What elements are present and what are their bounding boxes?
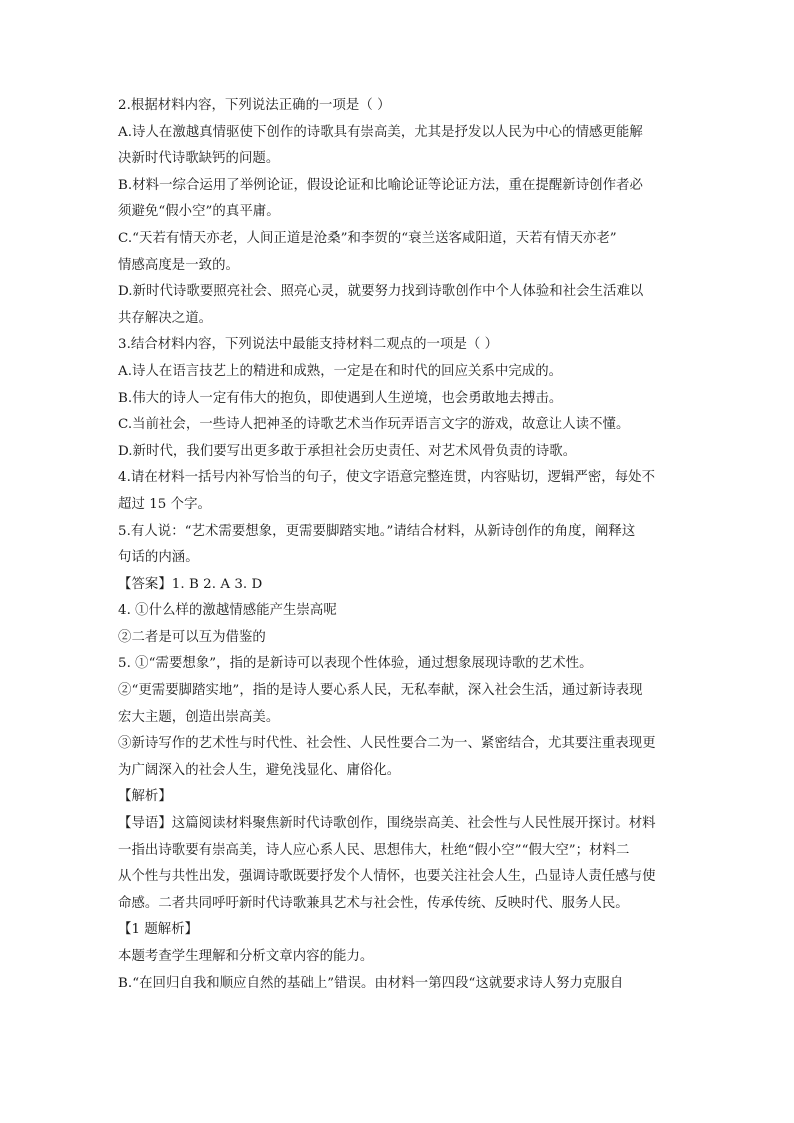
- question-2-option-b-line-1: B.材料一综合运用了举例论证，假设论证和比喻论证等论证方法，重在提醒新诗创作者必: [118, 177, 643, 193]
- question-2-stem: 2.根据材料内容，下列说法正确的一项是（ ）: [118, 98, 391, 113]
- question-5-stem-line-1: 5.有人说：“艺术需要想象，更需要脚踏实地。”请结合材料，从新诗创作的角度，阐释这: [118, 523, 636, 539]
- question-3-option-b: B.伟大的诗人一定有伟大的抱负，即使遇到人生逆境，也会勇敢地去搏击。: [118, 390, 563, 406]
- answer-5-part-1: 5. ①“需要想象”，指的是新诗可以表现个性体验，通过想象展现诗歌的艺术性。: [118, 656, 593, 672]
- guide-paragraph-line-4: 命感。二者共同呼吁新时代诗歌兼具艺术与社会性，传承传统、反映时代、服务人民。: [118, 895, 629, 911]
- question-5-stem-line-2: 句话的内涵。: [118, 550, 199, 566]
- question-2-option-a-line-2: 决新时代诗歌缺钙的问题。: [118, 151, 280, 167]
- question-1-analysis-line-2: B.“在回归自我和顺应自然的基础上”错误。由材料一第四段“这就要求诗人努力克服自: [118, 975, 624, 991]
- question-3-option-c: C.当前社会，一些诗人把神圣的诗歌艺术当作玩弄语言文字的游戏，故意让人读不懂。: [118, 417, 630, 433]
- analysis-heading: 【解析】: [118, 789, 172, 805]
- answer-5-part-3-line-1: ③新诗写作的艺术性与时代性、社会性、人民性要合二为一、紧密结合，尤其要注重表现更: [118, 736, 656, 752]
- question-4-stem-line-1: 4.请在材料一括号内补写恰当的句子，使文字语意完整连贯，内容贴切，逻辑严密，每处不: [118, 470, 656, 486]
- document-page: [118, 93, 678, 997]
- question-3-option-d: D.新时代，我们要写出更多敢于承担社会历史责任、对艺术风骨负责的诗歌。: [118, 443, 577, 459]
- question-2-option-c-line-2: 情感高度是一致的。: [118, 257, 239, 273]
- question-3-stem: 3.结合材料内容，下列说法中最能支持材料二观点的一项是（ ）: [118, 337, 499, 353]
- answer-5-part-2-line-2: 宏大主题，创造出崇高美。: [118, 709, 280, 725]
- answer-5-part-2-line-1: ②“更需要脚踏实地”，指的是诗人要心系人民，无私奉献，深入社会生活，通过新诗表现: [118, 683, 643, 699]
- question-2-option-d-line-2: 共存解决之道。: [118, 310, 213, 326]
- question-1-analysis-line-1: 本题考查学生理解和分析文章内容的能力。: [118, 949, 374, 964]
- answer-4-part-2: ②二者是可以互为借鉴的: [118, 629, 266, 645]
- answer-key-line: 【答案】1. B 2. A 3. D: [118, 576, 263, 592]
- question-2-option-a-line-1: A.诗人在激越真情驱使下创作的诗歌具有崇高美，尤其是抒发以人民为中心的情感更能解: [118, 124, 643, 140]
- guide-paragraph-line-1: 【导语】这篇阅读材料聚焦新时代诗歌创作，围绕崇高美、社会性与人民性展开探讨。材料: [118, 816, 656, 832]
- guide-paragraph-line-3: 从个性与共性出发，强调诗歌既要抒发个人情怀，也要关注社会人生，凸显诗人责任感与使: [118, 869, 656, 885]
- guide-paragraph-line-2: 一指出诗歌要有崇高美，诗人应心系人民、思想伟大，杜绝“假小空”“假大空”；材料二: [118, 842, 630, 858]
- answer-5-part-3-line-2: 为广阔深入的社会人生，避免浅显化、庸俗化。: [118, 762, 401, 778]
- question-1-analysis-heading: 【1 题解析】: [118, 922, 199, 938]
- answer-4-part-1: 4. ①什么样的激越情感能产生崇高呢: [118, 603, 337, 619]
- question-3-option-a: A.诗人在语言技艺上的精进和成熟，一定是在和时代的回应关系中完成的。: [118, 363, 563, 379]
- question-4-stem-line-2: 超过 15 个字。: [118, 496, 211, 512]
- question-2-option-d-line-1: D.新时代诗歌要照亮社会、照亮心灵，就要努力找到诗歌创作中个人体验和社会生活难以: [118, 284, 644, 300]
- question-2-option-b-line-2: 须避免“假小空”的真平庸。: [118, 204, 280, 220]
- question-2-option-c-line-1: C.“天若有情天亦老，人间正道是沧桑”和李贺的“衰兰送客咸阳道，天若有情天亦老”: [118, 230, 617, 246]
